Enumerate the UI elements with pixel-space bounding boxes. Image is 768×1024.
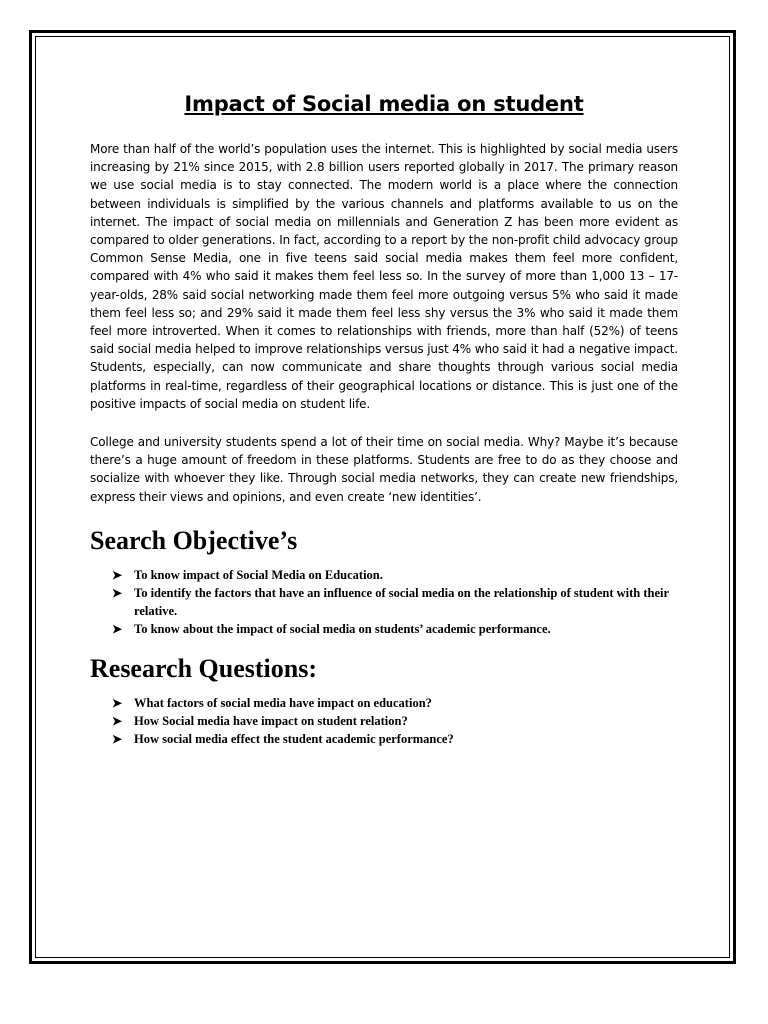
- list-item: [112, 694, 678, 712]
- arrowhead-bullet-icon: ➤: [112, 621, 123, 636]
- list-item: [112, 566, 678, 584]
- question-text: How Social media have impact on student relation?: [134, 713, 408, 728]
- question-text: How social media effect the student academic performance?: [134, 731, 454, 746]
- arrowhead-bullet-icon: ➤: [112, 567, 123, 582]
- objective-text: To know about the impact of social media on students’ academic performance.: [134, 621, 551, 636]
- arrowhead-bullet-icon: ➤: [112, 695, 123, 710]
- document-title: Impact of Social media on student: [184, 92, 584, 116]
- question-text: What factors of social media have impact on education?: [134, 695, 432, 710]
- research-questions-list: [90, 694, 678, 748]
- list-item: [112, 712, 678, 730]
- document-body: [90, 92, 678, 748]
- intro-paragraph: More than half of the world’s population uses the internet. This is highlighted by social media users increasing by 21% since 2015, with 2.8 billion users reported globally in 2017. The primary reason we use social media is to stay connected. The modern world is a place where the connection between individuals is simplified by the various channels and platforms available to us on the internet. The impact of social media on millennials and Generation Z has been more evident as compared to older generations. In fact, according to a report by the non-profit child advocacy group Common Sense Media, one in five teens said social media makes them feel more confident, compared with 4% who said it makes them feel less so. In the survey of more than 1,000 13 – 17-year-olds, 28% said social networking made them feel more outgoing versus 5% who said it made them feel less so; and 29% said it made them feel less shy versus the 3% who said it made them feel more introverted. When it comes to relationships with friends, more than half (52%) of teens said social media helped to improve relationships versus just 4% who said it had a negative impact. Students, especially, can now communicate and share thoughts through various social media platforms in real-time, regardless of their geographical locations or distance. This is just one of the positive impacts of social media on student life.: [90, 142, 678, 411]
- list-item: [112, 620, 678, 638]
- search-objectives-heading: Search Objective’s: [90, 525, 298, 555]
- list-item: [112, 584, 678, 620]
- arrowhead-bullet-icon: ➤: [112, 585, 123, 600]
- objective-text: To know impact of Social Media on Education.: [134, 567, 383, 582]
- research-questions-heading: Research Questions:: [90, 653, 318, 683]
- arrowhead-bullet-icon: ➤: [112, 731, 123, 746]
- list-item: [112, 730, 678, 748]
- search-objectives-list: [90, 566, 678, 638]
- arrowhead-bullet-icon: ➤: [112, 713, 123, 728]
- second-paragraph: College and university students spend a lot of their time on social media. Why? Maybe it’s because there’s a huge amount of freedom in these platforms. Students are free to do as they choose and socialize with whoever they like. Through social media networks, they can create new friendships, express their views and opinions, and even create ‘new identities’.: [90, 435, 678, 504]
- objective-text: To identify the factors that have an influence of social media on the relationship of student with their relative.: [134, 585, 669, 618]
